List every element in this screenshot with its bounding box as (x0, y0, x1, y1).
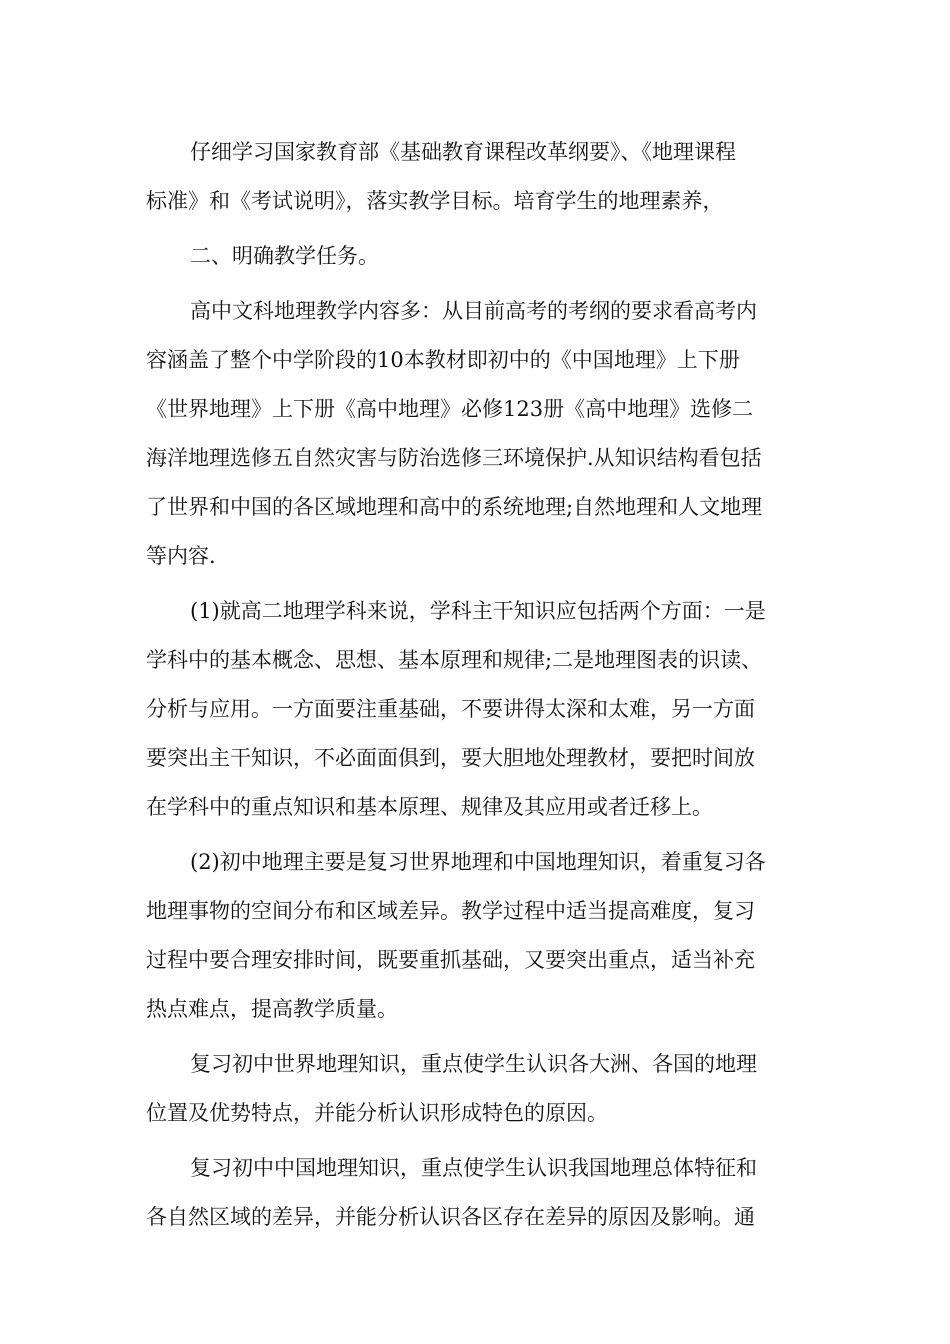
text-line: 在学科中的重点知识和基本原理、规律及其应用或者迁移上。 (146, 795, 713, 819)
text-line: 学科中的基本概念、思想、基本原理和规律;二是地理图表的识读、 (146, 648, 763, 672)
text-line: (1)就高二地理学科来说，学科主干知识应包括两个方面：一是 (190, 599, 766, 623)
paragraph-1 (146, 128, 808, 226)
text-line: 分析与应用。一方面要注重基础，不要讲得太深和太难，另一方面 (146, 697, 755, 721)
text-line: 等内容. (146, 544, 216, 568)
text-line: 过程中要合理安排时间，既要重抓基础，又要突出重点，适当补充 (146, 948, 755, 972)
text-line: (2)初中地理主要是复习世界地理和中国地理知识，着重复习各 (190, 850, 766, 874)
text-line: 二、明确教学任务。 (190, 244, 379, 268)
text-line: 《世界地理》上下册《高中地理》必修123册《高中地理》选修二 (146, 397, 754, 421)
paragraph-4 (146, 587, 808, 832)
text-line: 高中文科地理教学内容多：从目前高考的考纲的要求看高考内 (190, 299, 757, 323)
document-body (146, 128, 808, 1248)
paragraph-7 (146, 1144, 808, 1242)
text-line: 要突出主干知识，不必面面俱到，要大胆地处理教材，要把时间放 (146, 746, 755, 770)
text-line: 各自然区域的差异，并能分析认识各区存在差异的原因及影响。通 (146, 1205, 755, 1229)
paragraph-6 (146, 1040, 808, 1138)
text-line: 了世界和中国的各区域地理和高中的系统地理;自然地理和人文地理 (146, 495, 763, 519)
text-line: 仔细学习国家教育部《基础教育课程改革纲要》、《地理课程 (190, 140, 736, 164)
text-line: 标准》和《考试说明》，落实教学目标。培育学生的地理素养， (146, 189, 724, 213)
paragraph-5 (146, 838, 808, 1034)
text-line: 容涵盖了整个中学阶段的10本教材即初中的《中国地理》上下册 (146, 348, 740, 372)
text-line: 地理事物的空间分布和区域差异。教学过程中适当提高难度，复习 (146, 899, 755, 923)
text-line: 热点难点，提高教学质量。 (146, 997, 398, 1021)
section-heading (146, 232, 808, 281)
text-line: 复习初中世界地理知识，重点使学生认识各大洲、各国的地理 (190, 1052, 757, 1076)
text-line: 海洋地理选修五自然灾害与防治选修三环境保护.从知识结构看包括 (146, 446, 762, 470)
text-line: 复习初中中国地理知识，重点使学生认识我国地理总体特征和 (190, 1156, 757, 1180)
paragraph-3 (146, 287, 808, 581)
text-line: 位置及优势特点，并能分析认识形成特色的原因。 (146, 1101, 608, 1125)
